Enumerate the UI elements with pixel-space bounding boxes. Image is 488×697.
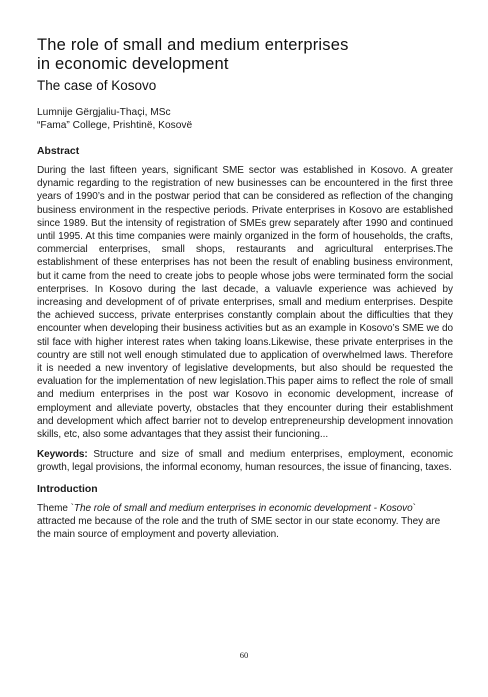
intro-text-italic: The role of small and medium enterprises in economic development - Kosovo bbox=[73, 502, 413, 514]
title-line-1: The role of small and medium enterprises bbox=[37, 36, 349, 54]
author-block bbox=[37, 106, 453, 132]
introduction-text bbox=[37, 502, 453, 542]
paper-subtitle: The case of Kosovo bbox=[37, 78, 157, 93]
author-name: Lumnije Gërgjaliu-Thaçi, MSc bbox=[37, 107, 171, 118]
intro-text-after: ` attracted me because of the role and the truth of SME sector in our state economy. They are the main source of employment and poverty alleviation. bbox=[37, 502, 441, 541]
page-number: 60 bbox=[239, 650, 249, 660]
author-affiliation: “Fama” College, Prishtinë, Kosovë bbox=[37, 120, 193, 131]
paper-page bbox=[37, 36, 453, 541]
introduction-heading: Introduction bbox=[37, 483, 98, 495]
keywords-text: Structure and size of small and medium enterprises, employment, economic growth, legal provisions, the informal economy, human resources, the issue of financing, taxes. bbox=[37, 449, 453, 474]
keywords-paragraph bbox=[37, 448, 453, 474]
title-line-2: in economic development bbox=[37, 55, 229, 73]
intro-text-before: Theme ` bbox=[37, 502, 74, 514]
abstract-text: During the last fifteen years, significant SME sector was established in Kosovo. A greater dynamic regarding to the registration of new businesses can be encountered in the first three years of 1990’s and in the postwar period that can be considered as reflection of the changing business environment in the respective periods. Private enterprises in Kosovo are established since 1989. But the intensity of registration of SMEs grew separately after 1990 and continued until 1995. At this time companies were mainly organized in the form of households, the crafts, commercial enterprises, small shops, restaurants and agricultural enterprises.The establishment of these enterprises has not been the result of enabling business environment, but it came from the need to create jobs to people whose jobs were terminated form the social enterprises. In Kosovo during the last decade, a valuavle experience was achieved by increasing and development of of private enterprises, small and medium enterprises. Despite the achieved success, private enterprises constantly complain about the difficulties that they encounter when developing their business activities but as an example in Kosovo’s SME we do stil face with higher interest rates when taking loans.Likewise, these private enterprises in the country are still not well enough stimulated due to application of overwhelmed laws. Therefore it is needed a new inventory of legislative developments, but also should be requested the evaluation for the implementation of new legislation.This paper aims to reflect the role of small and medium enterprises in the post war Kosovo in economic development, increase of employment and alleviate poverty, obstacles that they encounter during their establishment and development which affect barrier not to develop entrepreneurship development innovation skills, etc, also some advantages that they assist their funcioning... bbox=[37, 165, 453, 441]
paper-title bbox=[37, 36, 453, 74]
keywords-label: Keywords: bbox=[37, 449, 88, 461]
abstract-heading: Abstract bbox=[37, 146, 80, 157]
